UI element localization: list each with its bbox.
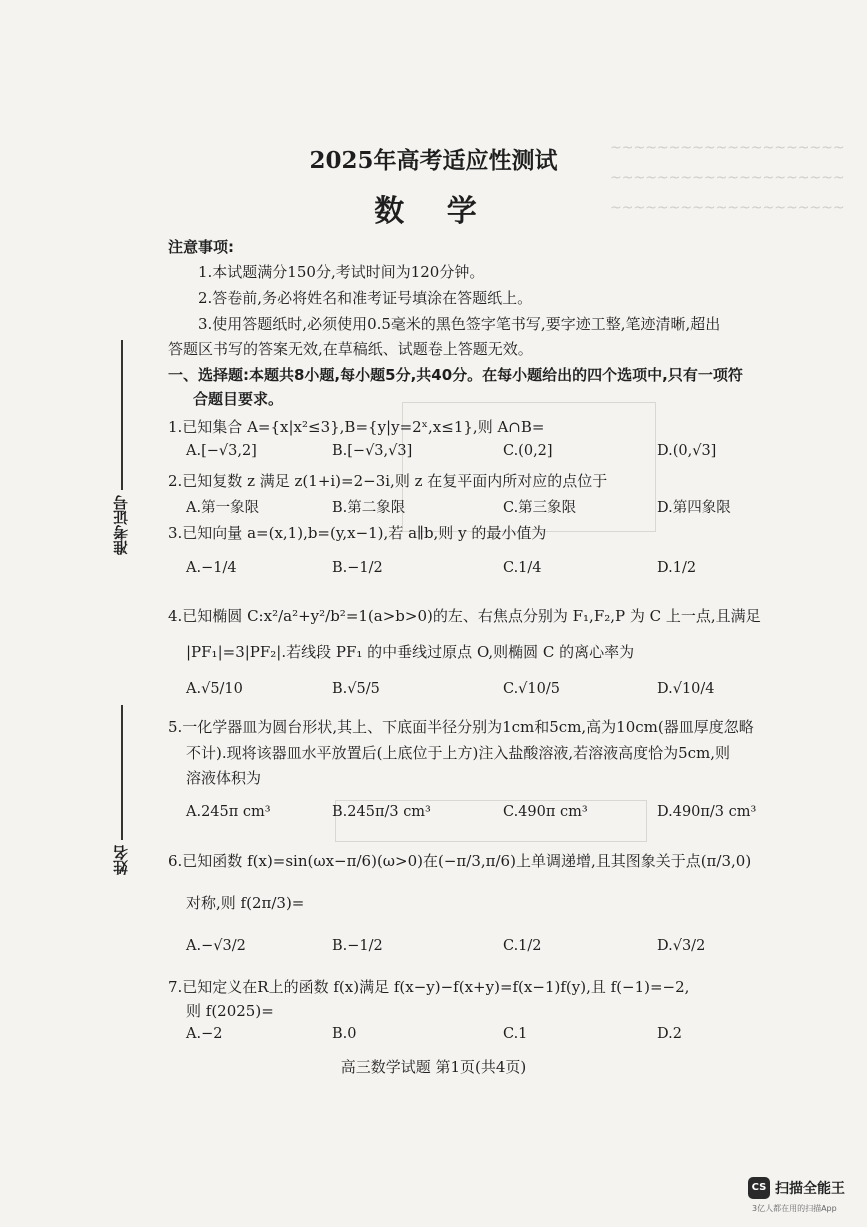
- notice-item: 2.答卷前,务必将姓名和准考证号填涂在答题纸上。: [198, 289, 533, 307]
- question-stem: 3.已知向量 a=(x,1),b=(y,x−1),若 a∥b,则 y 的最小值为: [168, 524, 547, 542]
- question-stem-cont: 溶液体积为: [186, 769, 262, 787]
- exam-title: 2025年高考适应性测试: [309, 147, 558, 174]
- option-b: B.[−√3,√3]: [332, 443, 413, 459]
- question-stem: 6.已知函数 f(x)=sin(ωx−π/6)(ω>0)在(−π/3,π/6)上单调递增,且其图象关于点(π/3,0): [168, 852, 752, 870]
- scanner-tagline: 3亿人都在用的扫描App: [752, 1204, 837, 1213]
- exam-id-label: 准考证号: [112, 495, 130, 555]
- section-heading: 一、选择题:本题共8小题,每小题5分,共40分。在每小题给出的四个选项中,只有一项符: [168, 366, 743, 384]
- option-b: B.245π/3 cm³: [332, 804, 431, 820]
- question-stem: 2.已知复数 z 满足 z(1+i)=2−3i,则 z 在复平面内所对应的点位于: [168, 472, 608, 490]
- option-c: C.1/4: [503, 560, 542, 576]
- option-c: C.√10/5: [503, 681, 560, 697]
- question-stem-cont: |PF₁|=3|PF₂|.若线段 PF₁ 的中垂线过原点 O,则椭圆 C 的离心率为: [186, 643, 635, 661]
- option-b: B.−1/2: [332, 560, 383, 576]
- option-d: D.√3/2: [657, 938, 706, 954]
- option-b: B.0: [332, 1026, 357, 1042]
- option-b: B.−1/2: [332, 938, 383, 954]
- notice-item: 1.本试题满分150分,考试时间为120分钟。: [198, 263, 485, 281]
- name-line: [121, 705, 123, 840]
- notice-item: 3.使用答题纸时,必须使用0.5毫米的黑色签字笔书写,要字迹工整,笔迹清晰,超出: [198, 315, 721, 333]
- scanner-logo-icon: CS: [748, 1177, 770, 1199]
- exam-id-line: [121, 340, 123, 490]
- option-c: C.490π cm³: [503, 804, 588, 820]
- question-stem: 5.一化学器皿为圆台形状,其上、下底面半径分别为1cm和5cm,高为10cm(器皿厚度忽略: [168, 718, 754, 736]
- option-c: C.(0,2]: [503, 443, 553, 459]
- option-c: C.1: [503, 1026, 528, 1042]
- option-a: A.−√3/2: [186, 938, 246, 954]
- option-a: A.−2: [186, 1026, 223, 1042]
- option-b: B.√5/5: [332, 681, 380, 697]
- option-a: A.245π cm³: [186, 804, 271, 820]
- page-footer: 高三数学试题 第1页(共4页): [340, 1058, 527, 1076]
- notice-heading: 注意事项:: [168, 238, 234, 256]
- exam-subject: 数 学: [374, 194, 493, 229]
- question-stem-cont: 不计).现将该器皿水平放置后(上底位于上方)注入盐酸溶液,若溶液高度恰为5cm,则: [186, 744, 731, 762]
- option-d: D.490π/3 cm³: [657, 804, 757, 820]
- option-a: A.第一象限: [186, 500, 260, 516]
- name-label: 姓名: [112, 845, 130, 875]
- bleed-through-text: ~~~~~~~~~~~~~~~~~~~~: [610, 140, 845, 156]
- question-stem-cont: 对称,则 f(2π/3)=: [186, 894, 305, 912]
- option-d: D.1/2: [657, 560, 697, 576]
- question-stem: 1.已知集合 A={x|x²≤3},B={y|y=2ˣ,x≤1},则 A∩B=: [168, 418, 545, 436]
- option-d: D.第四象限: [657, 500, 731, 516]
- option-d: D.(0,√3]: [657, 443, 717, 459]
- option-a: A.√5/10: [186, 681, 243, 697]
- question-stem: 4.已知椭圆 C:x²/a²+y²/b²=1(a>b>0)的左、右焦点分别为 F₁,F₂,P 为 C 上一点,且满足: [168, 607, 761, 625]
- option-d: D.2: [657, 1026, 682, 1042]
- option-a: A.[−√3,2]: [186, 443, 257, 459]
- option-d: D.√10/4: [657, 681, 715, 697]
- option-a: A.−1/4: [186, 560, 237, 576]
- scanner-app-name: 扫描全能王: [775, 1181, 845, 1197]
- option-c: C.第三象限: [503, 500, 577, 516]
- option-c: C.1/2: [503, 938, 542, 954]
- notice-item: 答题区书写的答案无效,在草稿纸、试题卷上答题无效。: [168, 340, 533, 358]
- bleed-through-text: ~~~~~~~~~~~~~~~~~~~~: [610, 200, 845, 216]
- question-stem: 7.已知定义在R上的函数 f(x)满足 f(x−y)−f(x+y)=f(x−1)f(y),且 f(−1)=−2,: [168, 978, 690, 996]
- option-b: B.第二象限: [332, 500, 406, 516]
- question-stem-cont: 则 f(2025)=: [186, 1002, 274, 1020]
- section-heading-cont: 合题目要求。: [193, 390, 284, 408]
- bleed-through-text: ~~~~~~~~~~~~~~~~~~~~: [610, 170, 845, 186]
